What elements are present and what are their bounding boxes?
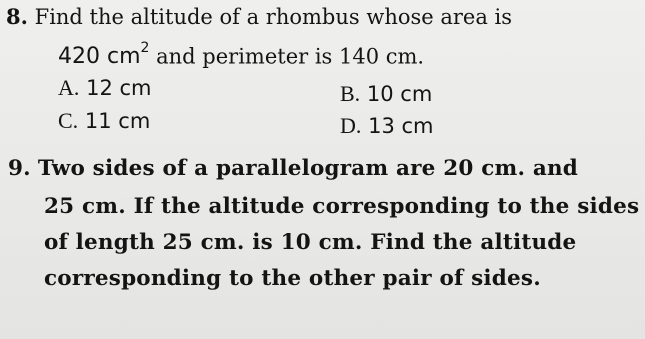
question-9-line-4 [44, 266, 541, 292]
question-8-number: 8. [6, 4, 28, 29]
option-d-label: D. [340, 113, 362, 138]
question-8-line-2 [58, 38, 424, 70]
question-9-text-line-2: 25 cm. If the altitude corresponding to the sides [44, 194, 640, 219]
question-9-text-line-1: Two sides of a parallelogram are 20 cm. and [37, 156, 579, 181]
option-a [58, 75, 151, 101]
question-8-stem-line-1: Find the altitude of a rhombus whose area is [34, 5, 513, 29]
question-8-line-1 [6, 4, 512, 30]
area-exponent: 2 [140, 40, 150, 56]
question-9-number: 9. [8, 156, 31, 181]
option-d-value: 13 cm [368, 114, 434, 138]
option-a-label: A. [58, 75, 80, 100]
question-9-line-2 [44, 194, 639, 220]
option-c [58, 108, 150, 134]
option-c-label: C. [58, 108, 79, 133]
question-9-text-line-3: of length 25 cm. is 10 cm. Find the altitude [44, 230, 577, 255]
option-b-label: B. [340, 81, 361, 106]
option-a-value: 12 cm [86, 76, 152, 100]
option-d [340, 113, 433, 139]
question-9-line-3 [44, 230, 576, 256]
question-8-stem-line-2: and perimeter is 140 cm. [156, 44, 425, 69]
question-9-text-line-4: corresponding to the other pair of sides. [44, 266, 541, 291]
question-9-line-1 [8, 156, 578, 182]
option-b-value: 10 cm [366, 82, 433, 106]
option-c-value: 11 cm [84, 109, 151, 133]
option-b [340, 81, 432, 107]
area-value: 420 $cm^2$ [58, 40, 150, 70]
